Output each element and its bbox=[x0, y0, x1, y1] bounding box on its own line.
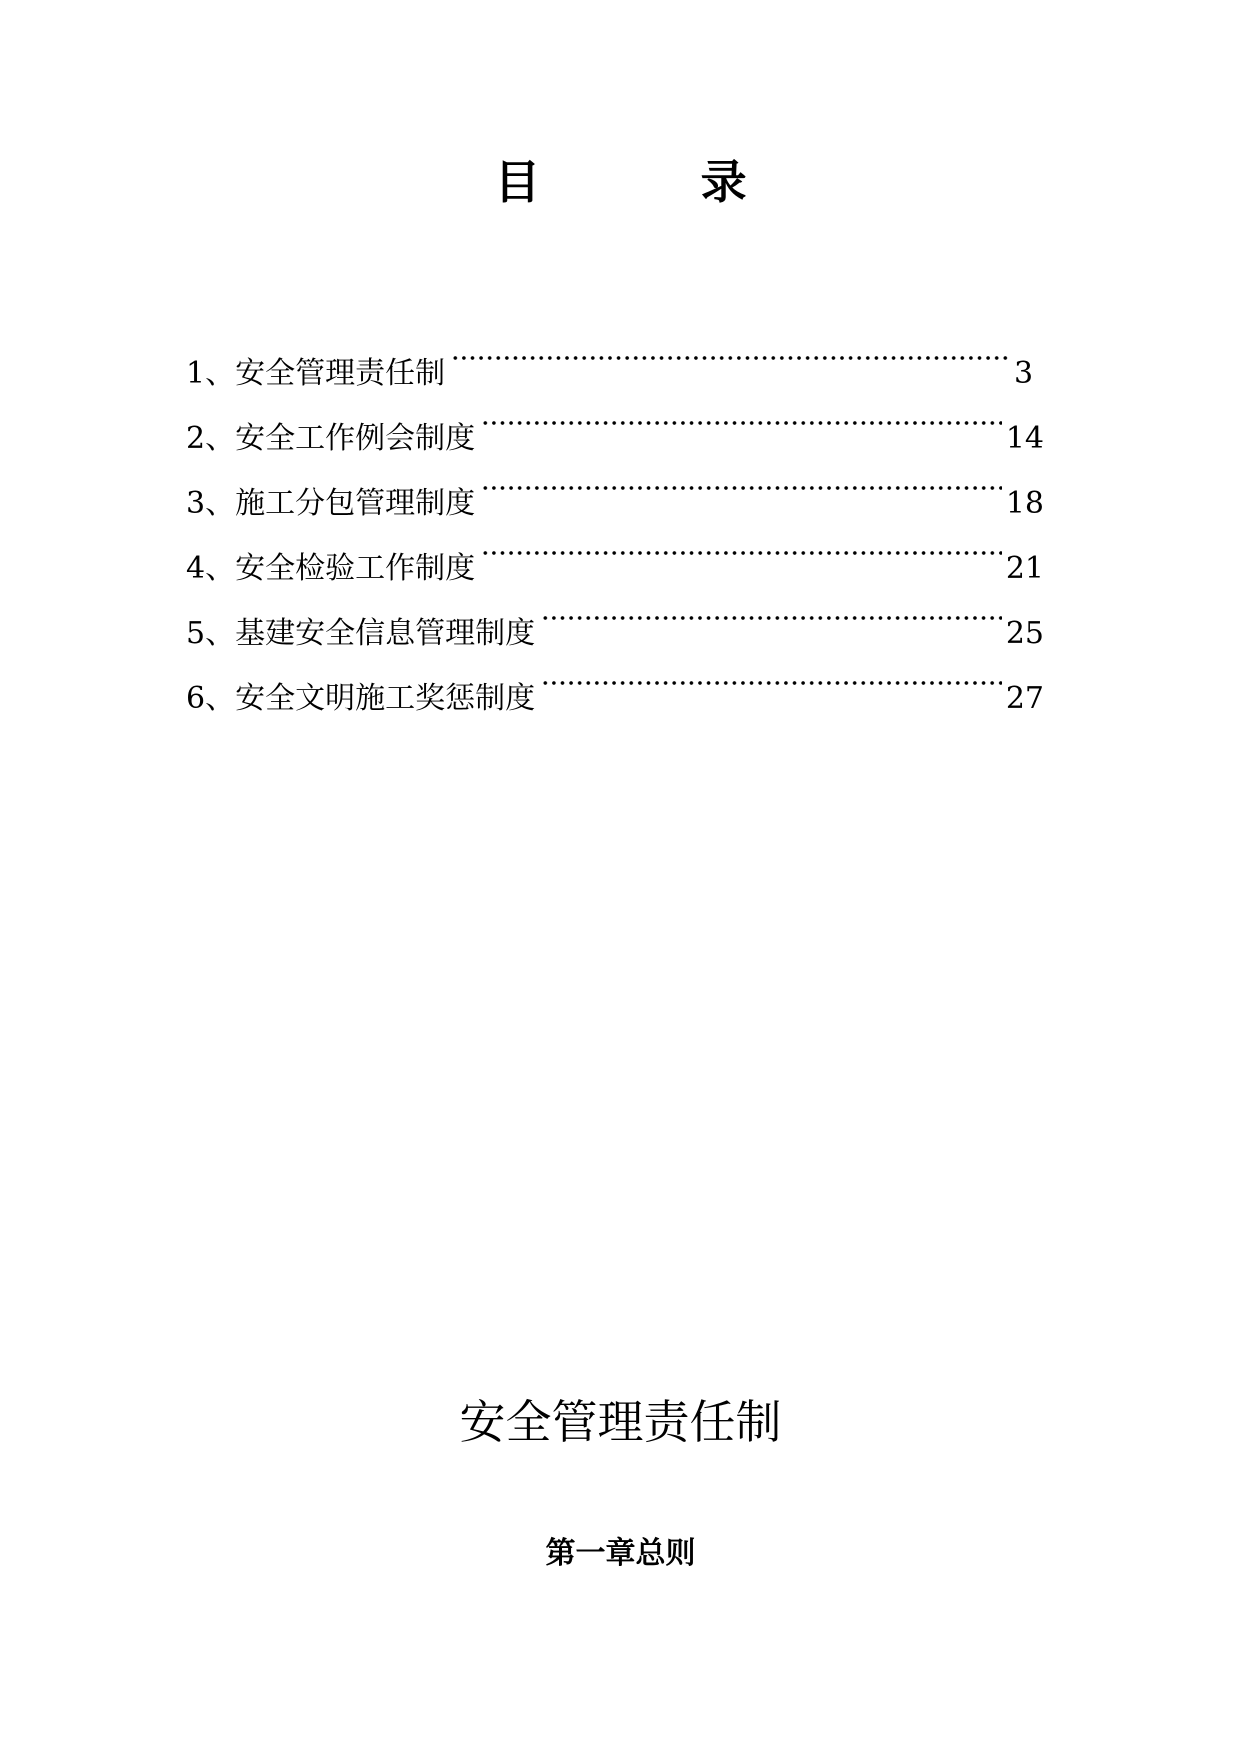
toc-entry-number: 6、 bbox=[186, 681, 236, 716]
toc-leader-dots bbox=[481, 383, 1002, 448]
toc-entry-page: 21 bbox=[1005, 551, 1044, 586]
toc-title: 目 录 bbox=[494, 155, 747, 209]
toc-leader-dots bbox=[481, 513, 1002, 578]
toc-entry-page: 3 bbox=[1014, 356, 1034, 391]
chapter-heading: 第一章总则 bbox=[545, 1536, 696, 1571]
toc-entry[interactable] bbox=[186, 318, 1044, 391]
toc-entry-number: 1、 bbox=[186, 356, 236, 391]
toc-entry-label: 安全工作例会制度 bbox=[235, 421, 476, 456]
toc-entry-page: 25 bbox=[1005, 616, 1044, 651]
toc-leader-dots bbox=[541, 643, 1002, 708]
toc-entry-label: 安全文明施工奖惩制度 bbox=[235, 681, 536, 716]
toc-entry-number: 3、 bbox=[186, 486, 236, 521]
toc-leader-dots bbox=[481, 448, 1002, 513]
toc-entry-label: 施工分包管理制度 bbox=[235, 486, 476, 521]
toc-entry-number: 4、 bbox=[186, 551, 236, 586]
toc-leader-dots bbox=[541, 578, 1002, 643]
toc-entry-page: 14 bbox=[1005, 421, 1044, 456]
toc-entry-label: 基建安全信息管理制度 bbox=[235, 616, 536, 651]
toc-entry-number: 2、 bbox=[186, 421, 236, 456]
toc-list bbox=[186, 318, 1044, 716]
toc-entry-number: 5、 bbox=[186, 616, 236, 651]
toc-leader-dots bbox=[451, 318, 1010, 383]
toc-entry-page: 18 bbox=[1005, 486, 1044, 521]
toc-entry-label: 安全检验工作制度 bbox=[235, 551, 476, 586]
toc-entry-label: 安全管理责任制 bbox=[235, 356, 446, 391]
toc-entry-page: 27 bbox=[1005, 681, 1044, 716]
section-title: 安全管理责任制 bbox=[459, 1395, 782, 1449]
